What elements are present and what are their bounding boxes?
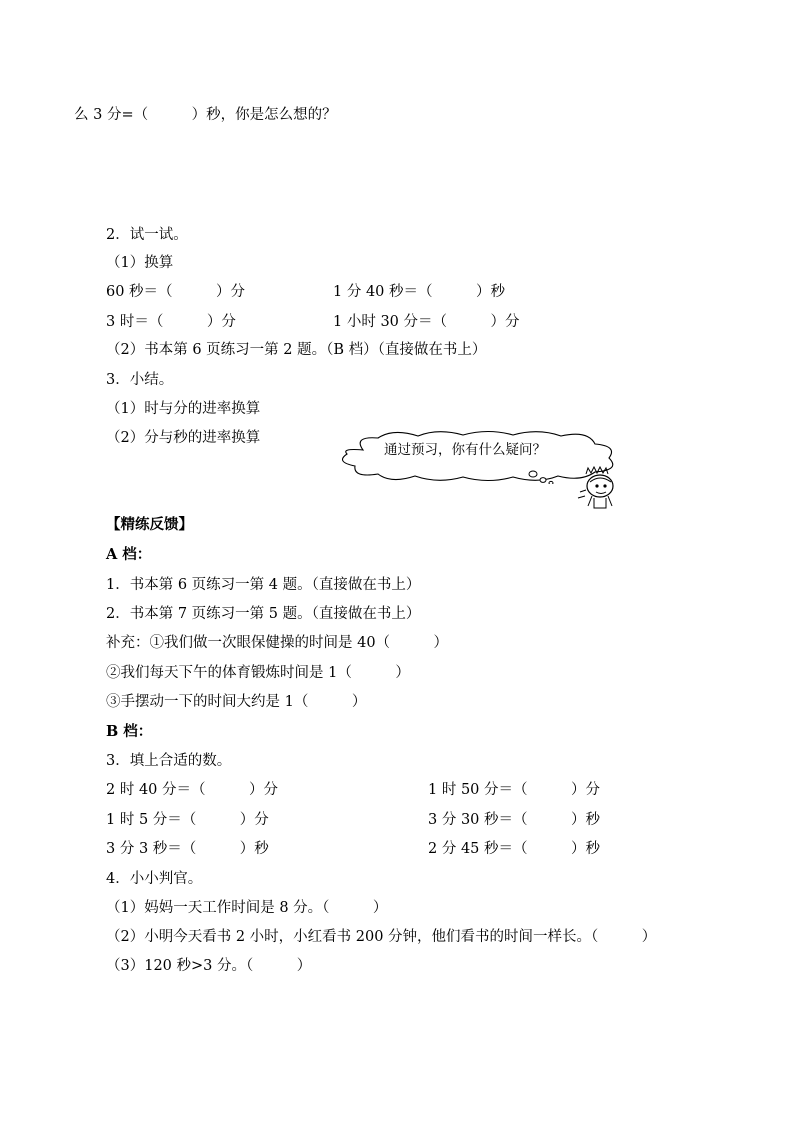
q3-row-2-right: 3 分 30 秒＝（ ）秒 [428, 812, 601, 828]
level-a-item-5: ③手摆动一下的时间大约是 1（ ） [106, 694, 367, 710]
q3-row-2-left: 1 时 5 分＝（ ）分 [106, 812, 269, 828]
conversion-row-2-right: 1 小时 30 分＝（ ）分 [333, 314, 520, 330]
judge-item-2: （2）小明今天看书 2 小时，小红看书 200 分钟，他们看书的时间一样长。（ ） [106, 929, 657, 945]
section-2-sub-1: （1）换算 [106, 255, 174, 271]
q3-row-3-left: 3 分 3 秒＝（ ）秒 [106, 841, 269, 857]
bubble-text: 通过预习，你有什么疑问？ [384, 442, 546, 458]
level-a-item-2: 2．书本第 7 页练习一第 5 题。（直接做在书上） [106, 606, 421, 622]
conversion-row-1-left: 60 秒＝（ ）分 [106, 284, 246, 300]
feedback-heading: 【精练反馈】 [106, 516, 193, 533]
level-a-item-3: 补充：①我们做一次眼保健操的时间是 40（ ） [106, 635, 449, 651]
judge-item-1: （1）妈妈一天工作时间是 8 分。（ ） [106, 900, 388, 916]
continued-question: 么 3 分=（ ）秒，你是怎么想的？ [74, 107, 337, 123]
conversion-row-2-left: 3 时＝（ ）分 [106, 314, 236, 330]
judge-item-3: （3）120 秒>3 分。（ ） [106, 958, 312, 974]
q3-row-1-left: 2 时 40 分＝（ ）分 [106, 782, 279, 798]
section-2-title: 2．试一试。 [106, 227, 188, 243]
question-4-title: 4．小小判官。 [106, 871, 203, 887]
level-a-item-1: 1．书本第 6 页练习一第 4 题。（直接做在书上） [106, 577, 421, 593]
level-a-label: A 档： [106, 546, 152, 563]
conversion-row-1-right: 1 分 40 秒＝（ ）秒 [333, 284, 506, 300]
q3-row-3-right: 2 分 45 秒＝（ ）秒 [428, 841, 601, 857]
cartoon-kid-icon [572, 462, 622, 512]
question-3-title: 3．填上合适的数。 [106, 753, 232, 769]
summary-item-1: （1）时与分的进率换算 [106, 401, 261, 417]
level-a-item-4: ②我们每天下午的体育锻炼时间是 1（ ） [106, 665, 410, 681]
section-3-title: 3．小结。 [106, 372, 174, 388]
section-2-sub-2: （2）书本第 6 页练习一第 2 题。（B 档）（直接做在书上） [106, 342, 487, 358]
level-b-label: B 档： [106, 723, 153, 740]
summary-item-2: （2）分与秒的进率换算 [106, 430, 261, 446]
q3-row-1-right: 1 时 50 分＝（ ）分 [428, 782, 601, 798]
